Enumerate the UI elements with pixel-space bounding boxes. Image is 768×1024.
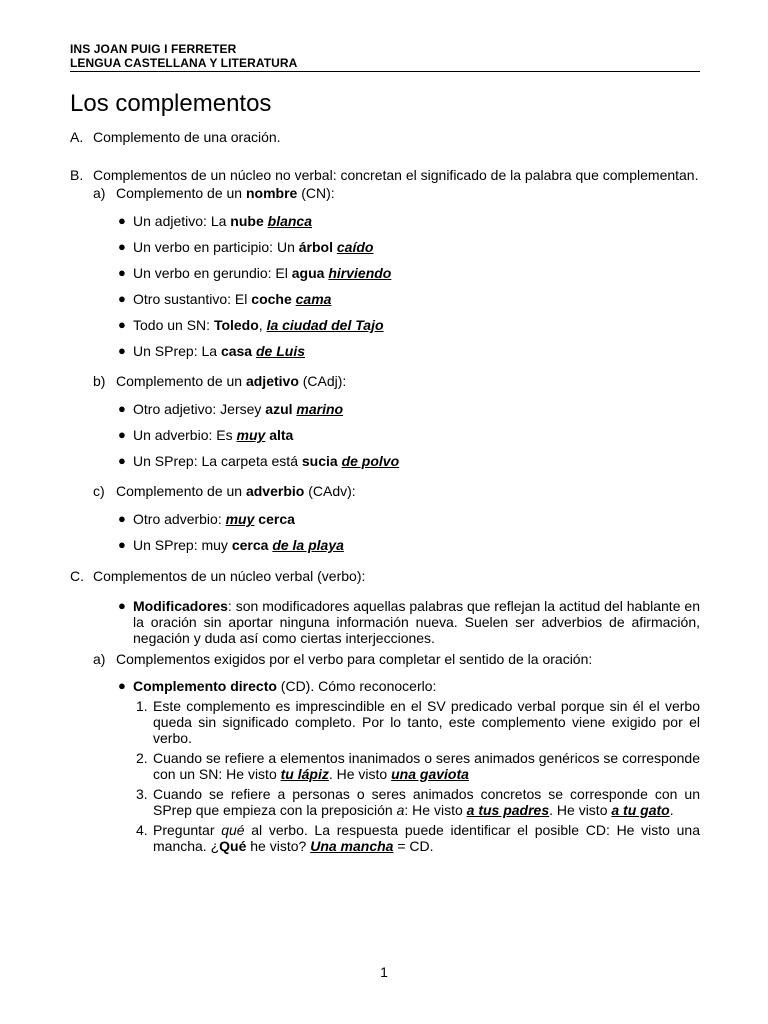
item-text: (CD). Cómo reconocerlo: <box>276 678 437 694</box>
number-marker: 3. <box>136 786 148 802</box>
subsection-text: Complementos exigidos por el verbo para completar el sentido de la oración: <box>116 651 593 667</box>
item-italic: qué <box>221 822 245 838</box>
item-text: Otro sustantivo: El <box>133 291 252 307</box>
subsection-c-a <box>70 651 700 667</box>
item-example: marino <box>296 401 344 417</box>
item-text: : son modificadores aquellas palabras que reflejan la actitud del hablante en la oración sin aportar ninguna información nueva. Suelen ser adverbios de afirmación, negación y duda así como ciertas interjecciones. <box>133 598 700 646</box>
list-item <box>70 213 700 229</box>
item-text: Otro adverbio: <box>133 511 226 527</box>
item-text: Cuando se refiere a personas o seres animados concretos se corresponde con un SPrep que empieza con la preposición <box>153 786 700 818</box>
list-item <box>70 291 700 307</box>
bullet-icon: ● <box>118 291 126 306</box>
subsection-marker: a) <box>93 651 106 667</box>
list-item <box>70 537 700 553</box>
subsection-text: Complemento de un <box>116 185 246 201</box>
item-text: Un verbo en gerundio: El <box>133 265 292 281</box>
section-c <box>70 568 700 584</box>
bullet-icon: ● <box>118 427 126 442</box>
numbered-item <box>70 822 700 854</box>
item-text: . He visto <box>549 802 612 818</box>
header-rule <box>70 71 700 72</box>
item-example: blanca <box>267 213 312 229</box>
numbered-item <box>70 698 700 746</box>
item-example: de la playa <box>272 537 344 553</box>
item-bold: azul <box>265 401 293 417</box>
item-text: Un adjetivo: La <box>133 213 231 229</box>
section-a-marker: A. <box>70 129 84 145</box>
bullet-icon: ● <box>118 401 126 416</box>
item-bold: Toledo <box>213 317 259 333</box>
item-bold: alta <box>269 427 294 443</box>
subsection-text: Complemento de un <box>116 373 246 389</box>
bullet-icon: ● <box>118 213 126 228</box>
item-example: caído <box>336 239 374 255</box>
item-italic: a <box>396 802 405 818</box>
item-text: Cuando se refiere a elementos inanimados o seres animados genéricos se corresponde con un SN: He visto <box>153 750 700 782</box>
section-a-text: Complemento de una oración. <box>93 129 281 145</box>
item-example: Una mancha <box>310 838 394 854</box>
item-text: Un SPrep: La carpeta está <box>133 453 302 469</box>
numbered-item <box>70 786 700 818</box>
subsection-text: Complemento de un <box>116 483 246 499</box>
bullet-icon: ● <box>118 678 126 693</box>
item-text: Un verbo en participio: Un <box>133 239 299 255</box>
item-bold: casa <box>220 343 253 359</box>
item-text: he visto? <box>246 838 311 854</box>
list-item <box>70 239 700 255</box>
list-item <box>70 453 700 469</box>
list-item <box>70 598 700 646</box>
number-marker: 1. <box>136 698 148 714</box>
subsection-text-end: (CAdj): <box>298 373 347 389</box>
item-example: a tu gato <box>611 802 670 818</box>
item-bold: árbol <box>298 239 333 255</box>
subsection-marker: a) <box>93 185 106 201</box>
bullet-icon: ● <box>118 511 126 526</box>
bullet-icon: ● <box>118 317 126 332</box>
list-item <box>70 427 700 443</box>
item-example: la ciudad del Tajo <box>266 317 384 333</box>
item-text: = CD. <box>393 838 434 854</box>
item-example: muy <box>236 427 266 443</box>
subsection-bold: adjetivo <box>245 373 299 389</box>
item-text: Este complemento es imprescindible en el SV predicado verbal porque sin él el verbo queda sin significado completo. Por lo tanto, este complemento viene exigido por el verbo. <box>153 698 700 746</box>
item-example: a tus padres <box>466 802 550 818</box>
item-bold: coche <box>251 291 292 307</box>
item-example: tu lápiz <box>280 766 329 782</box>
page-title: Los complementos <box>70 90 272 117</box>
item-bold: nube <box>230 213 264 229</box>
page-number: 1 <box>380 964 388 980</box>
header-school: INS JOAN PUIG I FERRETER <box>70 42 237 56</box>
bullet-icon: ● <box>118 598 126 613</box>
subsection-b-c <box>70 483 700 499</box>
item-sep: , <box>258 317 267 333</box>
item-bold: Modificadores <box>133 598 228 614</box>
section-b-text: Complementos de un núcleo no verbal: concretan el significado de la palabra que complementan. <box>93 167 699 183</box>
section-a <box>70 129 700 145</box>
bullet-icon: ● <box>118 239 126 254</box>
document-page <box>70 42 700 854</box>
list-item <box>70 343 700 359</box>
bullet-icon: ● <box>118 537 126 552</box>
section-c-marker: C. <box>70 568 84 584</box>
list-item <box>70 511 700 527</box>
section-b-marker: B. <box>70 167 84 183</box>
item-example: cama <box>295 291 332 307</box>
list-item <box>70 317 700 333</box>
item-text: : He visto <box>404 802 467 818</box>
item-example: muy <box>225 511 255 527</box>
item-bold: Qué <box>219 838 247 854</box>
list-item <box>70 265 700 281</box>
subsection-b-b <box>70 373 700 389</box>
header-subject: LENGUA CASTELLANA Y LITERATURA <box>70 56 298 70</box>
item-example: de Luis <box>255 343 305 359</box>
number-marker: 2. <box>136 750 148 766</box>
section-c-text: Complementos de un núcleo verbal (verbo): <box>93 568 366 584</box>
subsection-text-end: (CN): <box>297 185 335 201</box>
item-text: Un SPrep: muy <box>133 537 232 553</box>
item-bold: Complemento directo <box>133 678 277 694</box>
item-example: de polvo <box>341 453 400 469</box>
subsection-marker: c) <box>93 483 105 499</box>
item-text: Un SPrep: La <box>133 343 221 359</box>
bullet-icon: ● <box>118 265 126 280</box>
item-text: . <box>669 802 674 818</box>
subsection-bold: nombre <box>245 185 298 201</box>
item-text: . He visto <box>328 766 392 782</box>
list-item <box>70 401 700 417</box>
subsection-bold: adverbio <box>245 483 305 499</box>
item-bold: cerca <box>231 537 269 553</box>
item-example: una gaviota <box>391 766 469 782</box>
subsection-text-end: (CAdv): <box>304 483 356 499</box>
item-text: Otro adjetivo: Jersey <box>133 401 266 417</box>
bullet-icon: ● <box>118 343 126 358</box>
item-example: hirviendo <box>328 265 392 281</box>
section-b <box>70 167 700 183</box>
subsection-marker: b) <box>93 373 106 389</box>
numbered-item <box>70 750 700 782</box>
item-text: Todo un SN: <box>133 317 214 333</box>
item-bold: agua <box>291 265 325 281</box>
subsection-b-a <box>70 185 700 201</box>
item-text: al verbo. La respuesta puede identificar el posible CD: He visto una mancha. ¿ <box>153 822 700 854</box>
item-text: Preguntar <box>153 822 222 838</box>
list-item <box>70 678 700 694</box>
item-bold: sucia <box>301 453 338 469</box>
item-text: Un adverbio: Es <box>133 427 237 443</box>
item-bold: cerca <box>258 511 295 527</box>
bullet-icon: ● <box>118 453 126 468</box>
number-marker: 4. <box>136 822 148 838</box>
